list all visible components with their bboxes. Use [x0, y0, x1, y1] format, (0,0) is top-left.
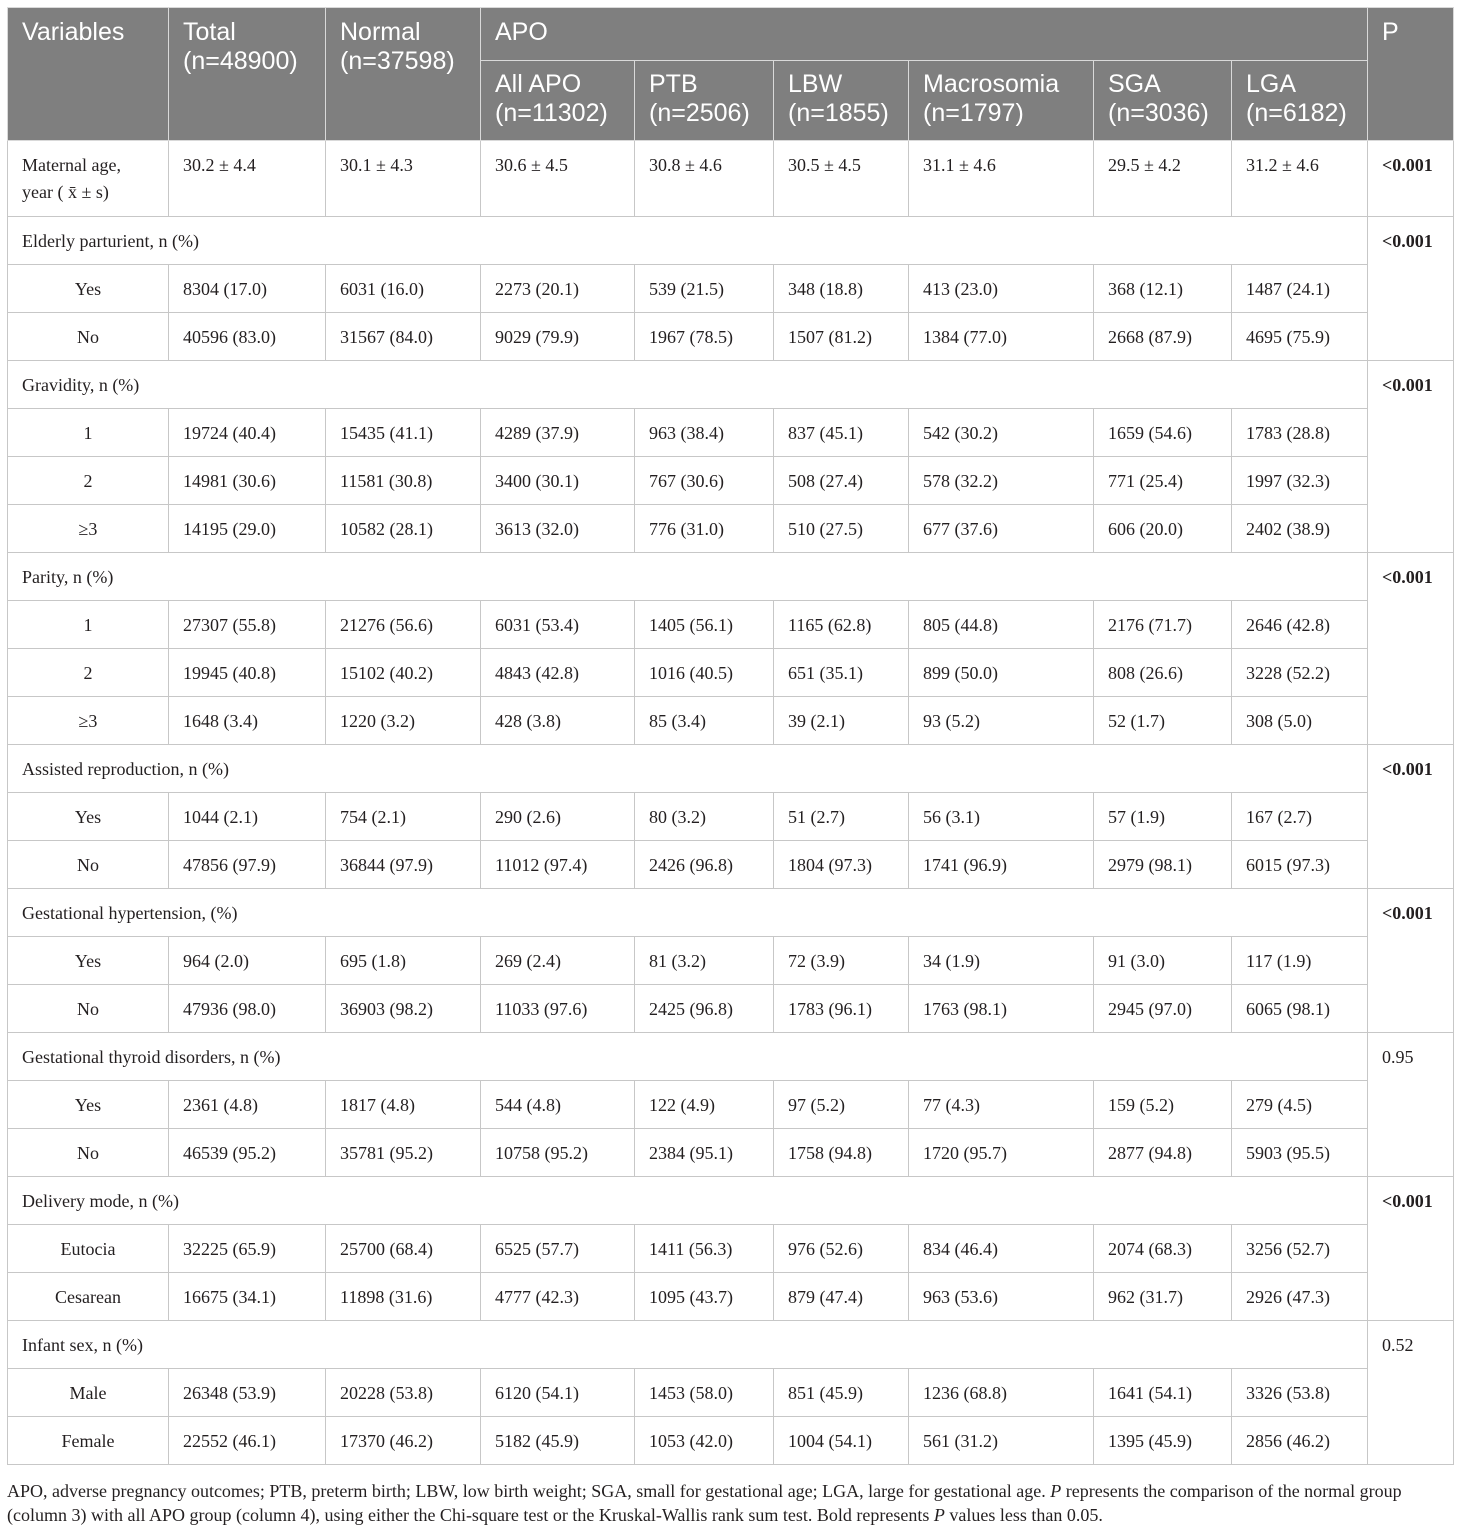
table-cell: 25700 (68.4)	[326, 1225, 481, 1273]
table-cell: 4695 (75.9)	[1232, 313, 1368, 361]
table-cell: 348 (18.8)	[774, 265, 909, 313]
section-header-row	[8, 889, 1454, 937]
table-cell: 1997 (32.3)	[1232, 457, 1368, 505]
header-variables: Variables	[8, 8, 169, 141]
table-cell: 413 (23.0)	[909, 265, 1094, 313]
table-cell: 31567 (84.0)	[326, 313, 481, 361]
table-cell: 544 (4.8)	[481, 1081, 635, 1129]
table-cell: 6031 (16.0)	[326, 265, 481, 313]
table-cell: 11012 (97.4)	[481, 841, 635, 889]
section-header-row	[8, 745, 1454, 793]
table-cell: 81 (3.2)	[635, 937, 774, 985]
maternal-age-p: <0.001	[1368, 141, 1454, 217]
table-cell: 36903 (98.2)	[326, 985, 481, 1033]
table-cell: 52 (1.7)	[1094, 697, 1232, 745]
table-cell: 3400 (30.1)	[481, 457, 635, 505]
table-cell: 47936 (98.0)	[169, 985, 326, 1033]
table-row	[8, 1273, 1454, 1321]
table-cell: 40596 (83.0)	[169, 313, 326, 361]
table-cell: 47856 (97.9)	[169, 841, 326, 889]
table-row	[8, 985, 1454, 1033]
table-cell: 14981 (30.6)	[169, 457, 326, 505]
table-cell: 56 (3.1)	[909, 793, 1094, 841]
table-cell: 1783 (28.8)	[1232, 409, 1368, 457]
table-cell: 77 (4.3)	[909, 1081, 1094, 1129]
section-title: Gravidity, n (%)	[8, 361, 1368, 409]
row-label: Yes	[8, 937, 169, 985]
table-cell: 6065 (98.1)	[1232, 985, 1368, 1033]
table-cell: 308 (5.0)	[1232, 697, 1368, 745]
table-cell: 1236 (68.8)	[909, 1369, 1094, 1417]
table-cell: 1487 (24.1)	[1232, 265, 1368, 313]
table-row	[8, 265, 1454, 313]
table-cell: 11581 (30.8)	[326, 457, 481, 505]
table-cell: 122 (4.9)	[635, 1081, 774, 1129]
table-cell: 1758 (94.8)	[774, 1129, 909, 1177]
table-cell: 837 (45.1)	[774, 409, 909, 457]
table-cell: 97 (5.2)	[774, 1081, 909, 1129]
table-cell: 1453 (58.0)	[635, 1369, 774, 1417]
table-cell: 11898 (31.6)	[326, 1273, 481, 1321]
table-row	[8, 601, 1454, 649]
table-row	[8, 1225, 1454, 1273]
table-cell: 10582 (28.1)	[326, 505, 481, 553]
table-cell: 32225 (65.9)	[169, 1225, 326, 1273]
maternal-age-lga: 31.2 ± 4.6	[1232, 141, 1368, 217]
table-cell: 167 (2.7)	[1232, 793, 1368, 841]
section-header-row	[8, 1177, 1454, 1225]
maternal-age-label-line2: year ( x̄ ± s)	[22, 182, 109, 202]
row-label: Male	[8, 1369, 169, 1417]
table-cell: 1763 (98.1)	[909, 985, 1094, 1033]
table-cell: 1720 (95.7)	[909, 1129, 1094, 1177]
table-cell: 962 (31.7)	[1094, 1273, 1232, 1321]
table-row	[8, 793, 1454, 841]
table-cell: 26348 (53.9)	[169, 1369, 326, 1417]
table-cell: 834 (46.4)	[909, 1225, 1094, 1273]
table-cell: 159 (5.2)	[1094, 1081, 1232, 1129]
footnote-p-italic-2: P	[933, 1505, 945, 1525]
table-row	[8, 649, 1454, 697]
table-cell: 899 (50.0)	[909, 649, 1094, 697]
table-cell: 776 (31.0)	[635, 505, 774, 553]
table-cell: 428 (3.8)	[481, 697, 635, 745]
table-cell: 879 (47.4)	[774, 1273, 909, 1321]
table-cell: 51 (2.7)	[774, 793, 909, 841]
table-cell: 1016 (40.5)	[635, 649, 774, 697]
footnote-text-3: values less than 0.05.	[944, 1505, 1103, 1525]
maternal-age-label-line1: Maternal age,	[22, 155, 121, 175]
table-cell: 1220 (3.2)	[326, 697, 481, 745]
table-cell: 963 (53.6)	[909, 1273, 1094, 1321]
table-cell: 2426 (96.8)	[635, 841, 774, 889]
table-cell: 6031 (53.4)	[481, 601, 635, 649]
header-ptb: PTB (n=2506)	[635, 61, 774, 141]
table-cell: 91 (3.0)	[1094, 937, 1232, 985]
table-cell: 46539 (95.2)	[169, 1129, 326, 1177]
row-label: Female	[8, 1417, 169, 1465]
table-cell: 5182 (45.9)	[481, 1417, 635, 1465]
table-row	[8, 697, 1454, 745]
footnote-text-2: represents the comparison of the normal group (column 3) with all APO group (column 4), using either the Chi-square test or the Kruskal-Wallis rank sum test. Bold represents	[7, 1481, 1402, 1525]
table-cell: 6120 (54.1)	[481, 1369, 635, 1417]
row-label: Eutocia	[8, 1225, 169, 1273]
table-cell: 1659 (54.6)	[1094, 409, 1232, 457]
table-cell: 9029 (79.9)	[481, 313, 635, 361]
row-label: Cesarean	[8, 1273, 169, 1321]
table-cell: 2273 (20.1)	[481, 265, 635, 313]
table-cell: 2384 (95.1)	[635, 1129, 774, 1177]
header-lga: LGA (n=6182)	[1232, 61, 1368, 141]
row-label: No	[8, 313, 169, 361]
table-row	[8, 1081, 1454, 1129]
row-label: ≥3	[8, 505, 169, 553]
header-macrosomia: Macrosomia (n=1797)	[909, 61, 1094, 141]
table-cell: 606 (20.0)	[1094, 505, 1232, 553]
row-label: No	[8, 985, 169, 1033]
table-row-maternal-age	[8, 141, 1454, 217]
table-cell: 1411 (56.3)	[635, 1225, 774, 1273]
table-cell: 19945 (40.8)	[169, 649, 326, 697]
table-cell: 1095 (43.7)	[635, 1273, 774, 1321]
table-cell: 964 (2.0)	[169, 937, 326, 985]
header-sga: SGA (n=3036)	[1094, 61, 1232, 141]
row-label: Yes	[8, 793, 169, 841]
row-label: ≥3	[8, 697, 169, 745]
table-cell: 3256 (52.7)	[1232, 1225, 1368, 1273]
table-cell: 3613 (32.0)	[481, 505, 635, 553]
footnote-text-1: APO, adverse pregnancy outcomes; PTB, preterm birth; LBW, low birth weight; SGA, small for gestational age; LGA, large for gestational age.	[7, 1481, 1051, 1501]
table-row	[8, 457, 1454, 505]
table-cell: 539 (21.5)	[635, 265, 774, 313]
header-all-apo: All APO (n=11302)	[481, 61, 635, 141]
table-cell: 2402 (38.9)	[1232, 505, 1368, 553]
section-p-value: <0.001	[1368, 1177, 1454, 1321]
section-p-value: 0.95	[1368, 1033, 1454, 1177]
maternal-age-sga: 29.5 ± 4.2	[1094, 141, 1232, 217]
section-header-row	[8, 217, 1454, 265]
section-p-value: <0.001	[1368, 745, 1454, 889]
table-cell: 508 (27.4)	[774, 457, 909, 505]
header-lbw: LBW (n=1855)	[774, 61, 909, 141]
table-cell: 22552 (46.1)	[169, 1417, 326, 1465]
table-cell: 290 (2.6)	[481, 793, 635, 841]
section-p-value: <0.001	[1368, 361, 1454, 553]
table-row	[8, 1129, 1454, 1177]
table-cell: 16675 (34.1)	[169, 1273, 326, 1321]
header-apo: APO	[481, 8, 1368, 61]
section-header-row	[8, 1033, 1454, 1081]
section-title: Gestational hypertension, (%)	[8, 889, 1368, 937]
table-cell: 578 (32.2)	[909, 457, 1094, 505]
row-label: 1	[8, 601, 169, 649]
table-cell: 1165 (62.8)	[774, 601, 909, 649]
section-title: Gestational thyroid disorders, n (%)	[8, 1033, 1368, 1081]
table-body	[8, 141, 1454, 1465]
table-cell: 57 (1.9)	[1094, 793, 1232, 841]
table-cell: 1817 (4.8)	[326, 1081, 481, 1129]
table-row	[8, 409, 1454, 457]
table-cell: 14195 (29.0)	[169, 505, 326, 553]
table-header	[8, 8, 1454, 141]
table-cell: 3228 (52.2)	[1232, 649, 1368, 697]
section-title: Infant sex, n (%)	[8, 1321, 1368, 1369]
section-p-value: 0.52	[1368, 1321, 1454, 1465]
table-cell: 2668 (87.9)	[1094, 313, 1232, 361]
maternal-age-macrosomia: 31.1 ± 4.6	[909, 141, 1094, 217]
table-cell: 368 (12.1)	[1094, 265, 1232, 313]
maternal-age-total: 30.2 ± 4.4	[169, 141, 326, 217]
table-cell: 510 (27.5)	[774, 505, 909, 553]
table-cell: 2945 (97.0)	[1094, 985, 1232, 1033]
table-cell: 36844 (97.9)	[326, 841, 481, 889]
table-cell: 2361 (4.8)	[169, 1081, 326, 1129]
table-cell: 851 (45.9)	[774, 1369, 909, 1417]
table-cell: 2074 (68.3)	[1094, 1225, 1232, 1273]
row-label: Yes	[8, 265, 169, 313]
table-cell: 1405 (56.1)	[635, 601, 774, 649]
table-cell: 1741 (96.9)	[909, 841, 1094, 889]
table-row	[8, 1417, 1454, 1465]
table-footnote	[7, 1479, 1453, 1527]
row-label: 2	[8, 457, 169, 505]
table-cell: 1507 (81.2)	[774, 313, 909, 361]
table-cell: 2646 (42.8)	[1232, 601, 1368, 649]
header-p: P	[1368, 8, 1454, 141]
table-cell: 269 (2.4)	[481, 937, 635, 985]
table-cell: 17370 (46.2)	[326, 1417, 481, 1465]
table-cell: 1004 (54.1)	[774, 1417, 909, 1465]
row-label: No	[8, 1129, 169, 1177]
table-cell: 1395 (45.9)	[1094, 1417, 1232, 1465]
section-title: Assisted reproduction, n (%)	[8, 745, 1368, 793]
table-cell: 117 (1.9)	[1232, 937, 1368, 985]
table-cell: 2425 (96.8)	[635, 985, 774, 1033]
table-cell: 1384 (77.0)	[909, 313, 1094, 361]
table-cell: 93 (5.2)	[909, 697, 1094, 745]
data-table	[7, 7, 1454, 1465]
table-cell: 80 (3.2)	[635, 793, 774, 841]
table-cell: 2877 (94.8)	[1094, 1129, 1232, 1177]
maternal-age-normal: 30.1 ± 4.3	[326, 141, 481, 217]
table-row	[8, 505, 1454, 553]
section-title: Parity, n (%)	[8, 553, 1368, 601]
table-cell: 34 (1.9)	[909, 937, 1094, 985]
footnote-p-italic: P	[1050, 1481, 1062, 1501]
table-cell: 1648 (3.4)	[169, 697, 326, 745]
table-cell: 561 (31.2)	[909, 1417, 1094, 1465]
table-row	[8, 1369, 1454, 1417]
table-cell: 4777 (42.3)	[481, 1273, 635, 1321]
table-cell: 27307 (55.8)	[169, 601, 326, 649]
row-label: 1	[8, 409, 169, 457]
row-label: 2	[8, 649, 169, 697]
table-cell: 771 (25.4)	[1094, 457, 1232, 505]
table-cell: 1044 (2.1)	[169, 793, 326, 841]
table-cell: 39 (2.1)	[774, 697, 909, 745]
table-cell: 1053 (42.0)	[635, 1417, 774, 1465]
table-row	[8, 937, 1454, 985]
table-cell: 1804 (97.3)	[774, 841, 909, 889]
table-cell: 1967 (78.5)	[635, 313, 774, 361]
table-cell: 35781 (95.2)	[326, 1129, 481, 1177]
table-cell: 10758 (95.2)	[481, 1129, 635, 1177]
table-cell: 2176 (71.7)	[1094, 601, 1232, 649]
table-cell: 19724 (40.4)	[169, 409, 326, 457]
row-label-maternal-age	[8, 141, 169, 217]
table-row	[8, 313, 1454, 361]
table-cell: 808 (26.6)	[1094, 649, 1232, 697]
table-cell: 754 (2.1)	[326, 793, 481, 841]
table-row	[8, 841, 1454, 889]
table-cell: 4843 (42.8)	[481, 649, 635, 697]
table-cell: 15102 (40.2)	[326, 649, 481, 697]
table-cell: 4289 (37.9)	[481, 409, 635, 457]
table-cell: 6015 (97.3)	[1232, 841, 1368, 889]
table-cell: 651 (35.1)	[774, 649, 909, 697]
table-cell: 695 (1.8)	[326, 937, 481, 985]
table-cell: 6525 (57.7)	[481, 1225, 635, 1273]
table-cell: 677 (37.6)	[909, 505, 1094, 553]
section-p-value: <0.001	[1368, 217, 1454, 361]
table-cell: 72 (3.9)	[774, 937, 909, 985]
maternal-age-ptb: 30.8 ± 4.6	[635, 141, 774, 217]
table-cell: 15435 (41.1)	[326, 409, 481, 457]
row-label: Yes	[8, 1081, 169, 1129]
section-p-value: <0.001	[1368, 889, 1454, 1033]
table-cell: 2979 (98.1)	[1094, 841, 1232, 889]
header-normal: Normal (n=37598)	[326, 8, 481, 141]
maternal-age-all-apo: 30.6 ± 4.5	[481, 141, 635, 217]
table-cell: 767 (30.6)	[635, 457, 774, 505]
table-cell: 20228 (53.8)	[326, 1369, 481, 1417]
table-cell: 976 (52.6)	[774, 1225, 909, 1273]
table-cell: 5903 (95.5)	[1232, 1129, 1368, 1177]
table-cell: 2856 (46.2)	[1232, 1417, 1368, 1465]
table-cell: 279 (4.5)	[1232, 1081, 1368, 1129]
table-cell: 1641 (54.1)	[1094, 1369, 1232, 1417]
row-label: No	[8, 841, 169, 889]
table-cell: 1783 (96.1)	[774, 985, 909, 1033]
section-header-row	[8, 1321, 1454, 1369]
table-cell: 963 (38.4)	[635, 409, 774, 457]
section-header-row	[8, 553, 1454, 601]
section-title: Elderly parturient, n (%)	[8, 217, 1368, 265]
table-cell: 85 (3.4)	[635, 697, 774, 745]
table-cell: 542 (30.2)	[909, 409, 1094, 457]
table-cell: 21276 (56.6)	[326, 601, 481, 649]
header-total: Total (n=48900)	[169, 8, 326, 141]
table-cell: 2926 (47.3)	[1232, 1273, 1368, 1321]
table-cell: 8304 (17.0)	[169, 265, 326, 313]
table-cell: 805 (44.8)	[909, 601, 1094, 649]
maternal-age-lbw: 30.5 ± 4.5	[774, 141, 909, 217]
section-title: Delivery mode, n (%)	[8, 1177, 1368, 1225]
table-cell: 3326 (53.8)	[1232, 1369, 1368, 1417]
table-cell: 11033 (97.6)	[481, 985, 635, 1033]
section-header-row	[8, 361, 1454, 409]
section-p-value: <0.001	[1368, 553, 1454, 745]
